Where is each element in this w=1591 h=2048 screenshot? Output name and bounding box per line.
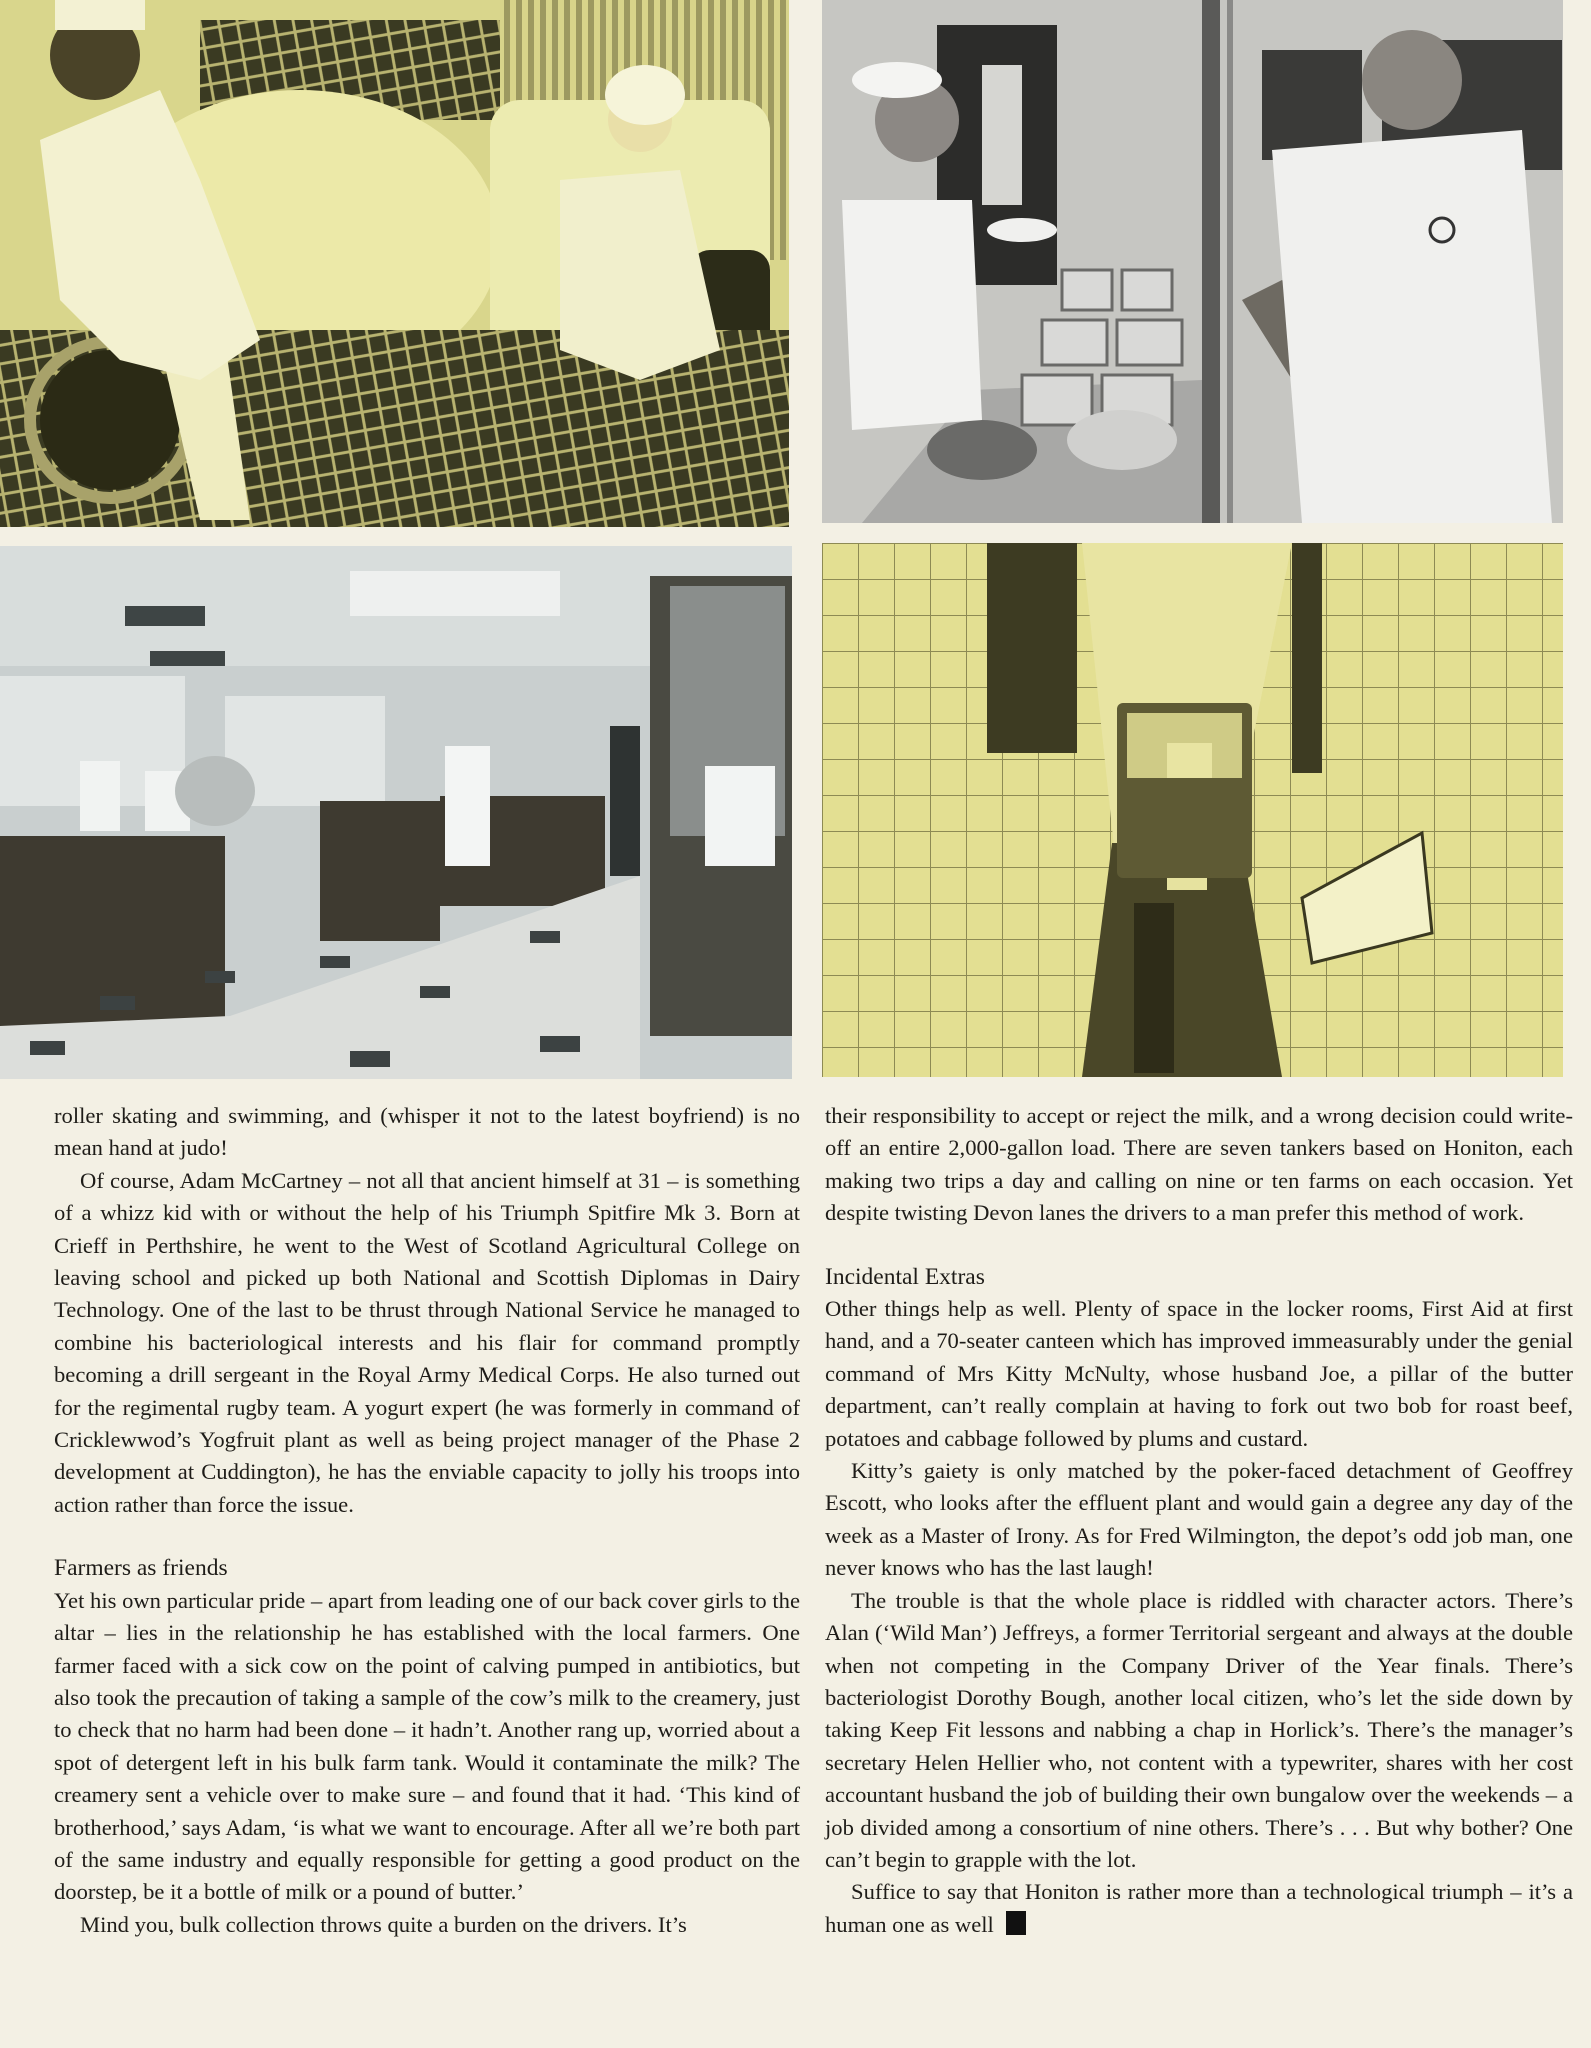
photo-canteen-serving [822,0,1563,523]
article-paragraph: Yet his own particular pride – apart from leading one of our back cover girls to the altar – lies in the relationship he has established with the local farmers. One farmer faced with a sick cow on the point of calving pumped in antibiotics, but also took the precaution of taking a sample of the cow’s milk to the creamery, just to check that no harm had been done – it hadn’t. Another rang up, worried about a spot of detergent left in his bulk farm tank. Would it contaminate the milk? The creamery sent a vehicle over to make sure – and found that it had. ‘This kind of brotherhood,’ says Adam, ‘is what we want to encourage. After all we’re both part of the same industry and equally responsible for getting a good product on the doorstep, be it a bottle of milk or a pound of butter.’ [54,1587,800,1905]
photo-tanker-workers-image [0,0,789,527]
photo-canteen-serving-image [822,0,1563,523]
article-paragraph: Mind you, bulk collection throws quite a burden on the drivers. It’s [80,1911,687,1937]
photo-inspection-pit-image [822,543,1563,1077]
article-paragraph: their responsibility to accept or reject the milk, and a wrong decision could write-off an entire 2,000-gallon load. There are seven tankers based on Honiton, each making two trips a day and calling on nine or ten farms on each occasion. Yet despite twisting Devon lanes the drivers to a man prefer this method of work. [825,1103,1573,1226]
article-paragraph: Kitty’s gaiety is only matched by the poker-faced detachment of Geoffrey Escott, who looks after the effluent plant and would gain a degree any day of the week as a Master of Irony. As for Fred Wilmington, the depot’s odd job man, one never knows who has the last laugh! [825,1458,1573,1581]
article-paragraph: The trouble is that the whole place is riddled with character actors. There’s Alan (‘Wild Man’) Jeffreys, a former Territorial sergeant and always at the double when not competing in the Company Driver of the Year finals. There’s bacteriologist Dorothy Bough, another local citizen, who’s let the side down by taking Keep Fit lessons and nabbing a chap in Horlick’s. There’s the manager’s secretary Helen Hellier who, not content with a typewriter, shares with her cost accountant husband the job of building their own bungalow over the weekends – a job divided among a consortium of nine others. There’s . . . But why bother? One can’t begin to grapple with the lot. [825,1587,1573,1872]
section-heading-incidental-extras: Incidental Extras [825,1263,985,1290]
article-final-text: Suffice to say that Honiton is rather more than a technological triumph – it’s a human one as well [825,1879,1573,1937]
article-paragraph: Other things help as well. Plenty of space in the locker rooms, First Aid at first hand, and a 70-seater canteen which has improved immeasurably under the genial command of Mrs Kitty McNulty, whose husband Joe, a pillar of the butter department, can’t really complain at having to fork out two bob for roast beef, potatoes and cabbage followed by plums and custard. [825,1296,1573,1451]
photo-laboratory [0,546,792,1079]
end-of-article-square-icon [1006,1911,1026,1935]
article-paragraph: roller skating and swimming, and (whisper it not to the latest boyfriend) is no mean hand at judo! [54,1103,800,1161]
photo-inspection-pit [822,543,1563,1077]
photo-tanker-workers [0,0,789,527]
article-paragraph: Of course, Adam McCartney – not all that ancient himself at 31 – is something of a whizz kid with or without the help of his Triumph Spitfire Mk 3. Born at Crieff in Perthshire, he went to the West of Scotland Agricultural College on leaving school and picked up both National and Scottish Diplomas in Dairy Technology. One of the last to be thrust through National Service he managed to combine his bacteriological interests and his flair for command promptly becoming a drill sergeant in the Royal Army Medical Corps. He also turned out for the regimental rugby team. A yogurt expert (he was formerly in command of Cricklewwod’s Yogfruit plant as well as being project manager of the Phase 2 development at Cuddington), he has the enviable capacity to jolly his troops into action rather than force the issue. [54,1167,800,1517]
article-final-paragraph [825,1876,1573,1941]
article-column-right [825,1100,1573,1941]
section-heading-farmers-as-friends: Farmers as friends [54,1555,228,1582]
article-column-left [54,1100,800,1941]
photo-laboratory-image [0,546,792,1079]
